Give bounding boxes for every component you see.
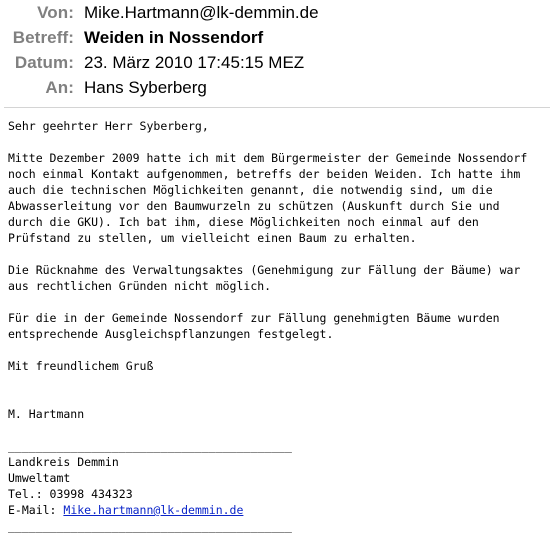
paragraph-3-line: entsprechende Ausgleichspflanzungen festgelegt. — [8, 327, 334, 341]
blank-line — [8, 294, 548, 310]
from-value[interactable]: Mike.Hartmann@lk-demmin.de — [84, 3, 319, 22]
subject-value: Weiden in Nossendorf — [84, 28, 264, 47]
header-divider — [4, 107, 550, 108]
paragraph-1-line: Abwasserleitung vor den Baumwurzeln zu schützen (Auskunft durch Sie und — [8, 199, 500, 213]
paragraph-1-line: noch einmal Kontakt aufgenommen, betreffs der beiden Weiden. Ich hatte ihm — [8, 167, 521, 181]
paragraph-1-line: auch die technischen Möglichkeiten genannt, die notwendig sind, um die — [8, 183, 493, 197]
paragraph-1-line: Prüfstand zu stellen, um vielleicht einen Baum zu erhalten. — [8, 231, 417, 245]
footer-rule-bottom: _________________________________________ — [8, 519, 292, 533]
footer-email-row — [8, 502, 548, 518]
footer-email-link[interactable]: Mike.hartmann@lk-demmin.de — [63, 503, 244, 517]
paragraph-1-line: durch die GKU). Ich bat ihm, diese Möglichkeiten noch einmal auf den — [8, 215, 479, 229]
signature: M. Hartmann — [8, 407, 85, 421]
from-row — [0, 3, 550, 28]
footer-org: Landkreis Demmin — [8, 455, 119, 469]
blank-line — [8, 134, 548, 150]
blank-line — [8, 422, 548, 438]
salutation: Sehr geehrter Herr Syberberg, — [8, 119, 209, 133]
paragraph-1-line: Mitte Dezember 2009 hatte ich mit dem Bürgermeister der Gemeinde Nossendorf — [8, 151, 528, 165]
footer-email-label: E-Mail: — [8, 503, 64, 517]
paragraph-2-line: aus rechtlichen Gründen nicht möglich. — [8, 279, 272, 293]
blank-line — [8, 374, 548, 390]
blank-line — [8, 342, 548, 358]
date-row — [0, 53, 550, 78]
from-label: Von: — [37, 3, 74, 22]
to-label: An: — [45, 78, 74, 97]
paragraph-2-line: Die Rücknahme des Verwaltungsaktes (Genehmigung zur Fällung der Bäume) war — [8, 263, 521, 277]
email-header — [0, 3, 550, 103]
email-body — [8, 118, 548, 534]
footer-tel: Tel.: 03998 434323 — [8, 487, 133, 501]
paragraph-3-line: Für die in der Gemeinde Nossendorf zur Fällung genehmigten Bäume wurden — [8, 311, 500, 325]
subject-label: Betreff: — [12, 28, 74, 47]
date-label: Datum: — [14, 53, 74, 72]
blank-line — [8, 246, 548, 262]
date-value: 23. März 2010 17:45:15 MEZ — [84, 53, 305, 72]
to-value[interactable]: Hans Syberberg — [84, 78, 207, 97]
subject-row — [0, 28, 550, 53]
blank-line — [8, 390, 548, 406]
closing: Mit freundlichem Gruß — [8, 359, 154, 373]
to-row — [0, 78, 550, 103]
footer-dept: Umweltamt — [8, 471, 71, 485]
footer-rule-top: _________________________________________ — [8, 439, 292, 453]
